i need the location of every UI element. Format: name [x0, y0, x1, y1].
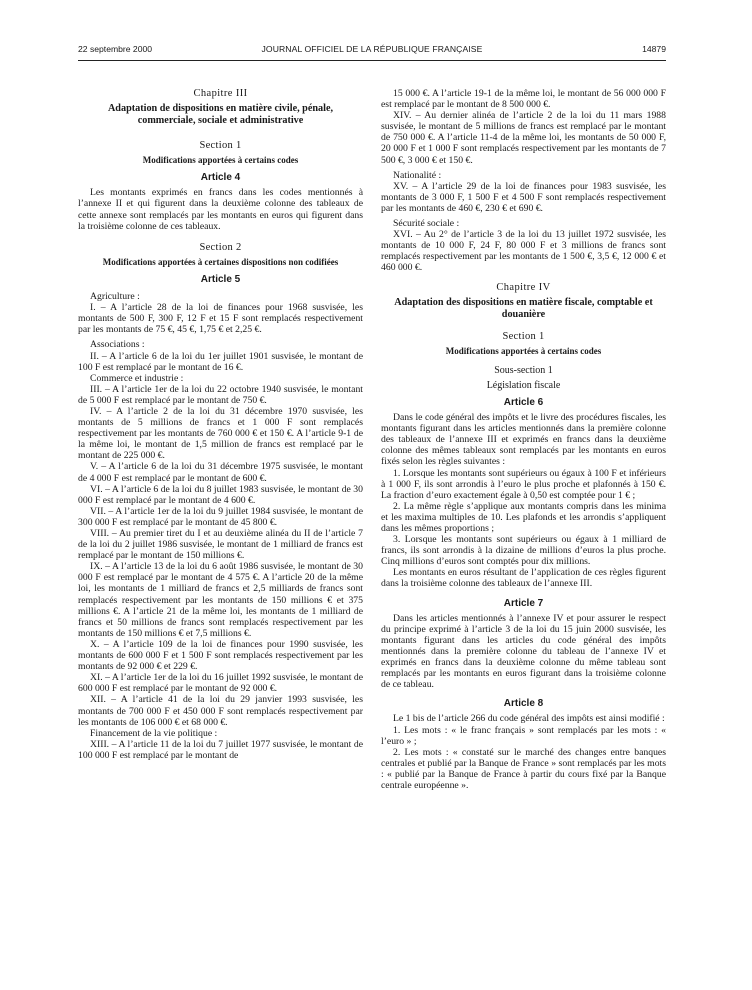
journal-title: JOURNAL OFFICIEL DE LA RÉPUBLIQUE FRANÇAISE — [261, 44, 483, 54]
paragraph: XV. – A l’article 29 de la loi de finances pour 1983 susvisée, les montants de 3 000 F, 1 500 F et 4 500 F sont remplacés respectivement par les montants de 460 €, 230 € et 690 €. — [381, 180, 666, 214]
paragraph: XI. – A l’article 1er de la loi du 16 juillet 1992 susvisée, le montant de 600 000 F est remplacé par le montant de 92 000 €. — [78, 672, 363, 695]
section-title: Modifications apportées à certaines dispositions non codifiées — [102, 256, 339, 267]
section-heading: Section 2 — [199, 241, 242, 253]
paragraph: Commerce et industrie : — [90, 372, 184, 384]
chapter-heading: Chapitre IV — [496, 281, 551, 293]
paragraph: XIV. – Au dernier alinéa de l’article 2 de la loi du 11 mars 1988 susvisée, le montant de 5 millions de francs est remplacé par le montant de 750 000 €. A l’article 11-4 de la même loi, les montants de 50 000 F, 20 000 F et 1 000 F sont remplacés respectivement par les montants de 7 500 €, 3 000 € et 150 €. — [381, 110, 666, 166]
chapter-heading: Chapitre III — [193, 88, 248, 99]
paragraph: 2. La même règle s’applique aux montants compris dans les minima et les maxima multiples de 10. Les plafonds et les arrondis s’appliquent dans les mêmes proportions ; — [381, 500, 666, 534]
left-column — [78, 88, 363, 761]
paragraph: II. – A l’article 6 de la loi du 1er juillet 1901 susvisée, le montant de 100 F est remplacé par le montant de 16 €. — [78, 350, 363, 373]
subsection-heading: Sous-section 1 — [494, 364, 553, 376]
subsection-title: Législation fiscale — [486, 379, 561, 391]
paragraph: VI. – A l’article 6 de la loi du 8 juillet 1983 susvisée, le montant de 30 000 F est remplacé par le montant de 4 600 €. — [78, 483, 363, 506]
paragraph: Sécurité sociale : — [393, 218, 460, 230]
article-heading: Article 4 — [200, 172, 241, 184]
paragraph: Agriculture : — [90, 291, 140, 303]
paragraph: VIII. – Au premier tiret du I et au deuxième alinéa du II de l’article 7 de la loi du 2 juillet 1986 susvisée, le montant de 1 milliard de francs est remplacé par le montant de 150 millions €. — [78, 528, 363, 562]
section-title: Modifications apportées à certains codes — [142, 155, 299, 166]
section-heading: Section 1 — [502, 330, 545, 342]
paragraph: Dans le code général des impôts et le livre des procédures fiscales, les montants figurant dans les articles mentionnés dans la première colonne des tableaux de l’annexe III et exprimés en francs dans la deuxième colonne des mêmes tableaux sont remplacés par les montants en euros fixés selon les règles suivantes : — [381, 412, 666, 468]
paragraph: XIII. – A l’article 11 de la loi du 7 juillet 1977 susvisée, le montant de 100 000 F est remplacé par le montant de — [78, 738, 363, 761]
section-heading: Section 1 — [199, 140, 242, 152]
paragraph: Associations : — [90, 339, 145, 351]
section-title: Modifications apportées à certains codes — [445, 345, 602, 356]
article-heading: Article 7 — [503, 597, 544, 609]
paragraph: Nationalité : — [393, 169, 442, 181]
paragraph: IX. – A l’article 13 de la loi du 6 août 1986 susvisée, le montant de 30 000 F est remplacé par le montant de 4 575 €. A l’article 20 de la même loi, les montants de 1 milliard de francs et 2,5 milliards de francs sont remplacés respectivement par les montants de 150 millions € et 375 millions €. A l’article 21 de la même loi, les montants de 1 milliard de francs et 50 millions de francs sont remplacés respectivement par les montants de 150 millions € et 7,5 millions €. — [78, 561, 363, 639]
page-number: 14879 — [642, 44, 666, 54]
article-heading: Article 5 — [200, 273, 241, 285]
issue-date: 22 septembre 2000 — [78, 44, 153, 54]
paragraph: Le 1 bis de l’article 266 du code général des impôts est ainsi modifié : — [393, 713, 665, 725]
paragraph: X. – A l’article 109 de la loi de finances pour 1990 susvisée, les montants de 600 000 F et 1 500 F sont remplacés respectivement par les montants de 92 000 € et 229 €. — [78, 638, 363, 673]
right-column — [381, 88, 666, 791]
paragraph: III. – A l’article 1er de la loi du 22 octobre 1940 susvisée, le montant de 5 000 F est remplacé par le montant de 750 €. — [78, 383, 363, 406]
paragraph: Les montants en euros résultant de l’application de ces règles figurent dans la troisième colonne des tableaux de l’annexe III. — [381, 567, 666, 590]
article-paragraph: Les montants exprimés en francs dans les codes mentionnés à l’annexe II et qui figurent dans la deuxième colonne des tableaux de cette annexe sont remplacés par les montants en euros qui figurent dans la troisième colonne de ces tableaux. — [78, 187, 363, 232]
chapter-title: Adaptation de dispositions en matière civile, pénale, commerciale, sociale et administrative — [107, 103, 334, 127]
chapter-title: Adaptation des dispositions en matière fiscale, comptable et douanière — [394, 296, 653, 320]
paragraph: IV. – A l’article 2 de la loi du 31 décembre 1970 susvisée, les montants de 5 millions de francs et 1 000 F sont remplacés respectivement par les montants de 760 000 € et 150 €. A l’article 9-1 de la même loi, le montant de 1,5 million de francs est remplacé par le montant de 225 000 €. — [78, 405, 363, 462]
paragraph: XII. – A l’article 41 de la loi du 29 janvier 1993 susvisée, les montants de 700 000 F et 450 000 F sont remplacés respectivement par les montants de 106 000 € et 68 000 €. — [78, 694, 363, 728]
article-heading: Article 8 — [503, 698, 544, 710]
article-heading: Article 6 — [503, 396, 544, 408]
paragraph: I. – A l’article 28 de la loi de finances pour 1968 susvisée, les montants de 500 F, 300 F, 12 F et 15 F sont remplacés respectivement par les montants de 75 €, 45 €, 1,75 € et 2,25 €. — [78, 302, 363, 336]
paragraph: 15 000 €. A l’article 19-1 de la même loi, le montant de 56 000 000 F est remplacé par le montant de 8 500 000 €. — [381, 88, 666, 111]
paragraph: V. – A l’article 6 de la loi du 31 décembre 1975 susvisée, le montant de 4 000 F est remplacé par le montant de 600 €. — [78, 461, 363, 484]
header-rule — [78, 60, 666, 61]
paragraph: VII. – A l’article 1er de la loi du 9 juillet 1984 susvisée, le montant de 300 000 F est remplacé par le montant de 45 800 €. — [78, 505, 363, 528]
article-paragraph: Dans les articles mentionnés à l’annexe IV et pour assurer le respect du principe exprimé à l’article 3 de la loi du 15 juin 2000 susvisée, les montants figurant dans les articles du code général des impôts mentionnés dans la première colonne du tableau de l’annexe IV et exprimés en francs dans la deuxième colonne du même tableau sont remplacés par les montants en euros figurant dans la troisième colonne de ce tableau. — [381, 612, 666, 691]
paragraph: Financement de la vie politique : — [90, 727, 218, 739]
paragraph: 1. Les mots : « le franc français » sont remplacés par les mots : « l’euro » ; — [381, 724, 666, 747]
paragraph: XVI. – Au 2° de l’article 3 de la loi du 13 juillet 1972 susvisée, les montants de 10 000 F, 24 F, 80 000 F et 3 millions de francs sont remplacés respectivement par les montants de 1 500 €, 3,5 €, 12 000 € et 460 000 €. — [381, 229, 666, 274]
paragraph: 1. Lorsque les montants sont supérieurs ou égaux à 100 F et inférieurs à 1 000 F, ils sont arrondis à l’euro le plus proche et plafonnés à 150 €. La fraction d’euro exactement égale à 0,50 est comptée pour 1 € ; — [381, 467, 666, 501]
page-header — [78, 44, 666, 58]
paragraph: 3. Lorsque les montants sont supérieurs ou égaux à 1 milliard de francs, ils sont arrondis à la dizaine de millions d’euros la plus proche. Cinq millions d’euros sont comptés pour dix millions. — [381, 534, 666, 568]
paragraph: 2. Les mots : « constaté sur le marché des changes entre banques centrales et publié par la Banque de France » sont remplacés par les mots : « publié par la Banque de France à partir du cours fixé par la Banque centrale européenne ». — [381, 746, 666, 791]
